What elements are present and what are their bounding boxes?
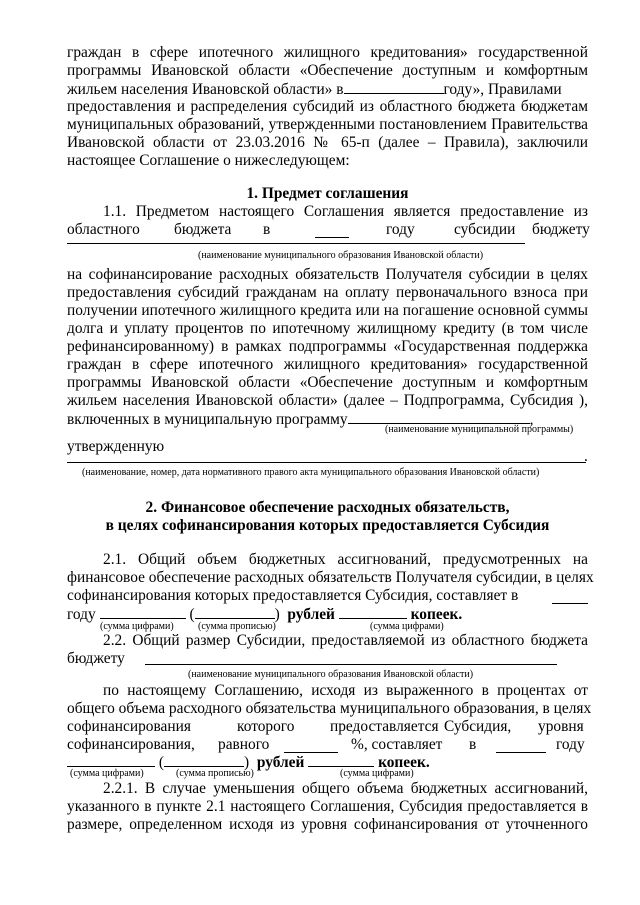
caption-sum-digits-4: (сумма цифрами): [340, 768, 414, 779]
s22-kopecks-blank: [308, 753, 374, 767]
caption-act: (наименование, номер, дата нормативного правого акта муниципального образования Ивановской области): [82, 467, 540, 478]
s22-year-blank: [496, 739, 546, 753]
act-line-period: .: [584, 448, 588, 465]
s22-sum-digits-blank: [67, 753, 155, 767]
s22-w-cofinancing: софинансирования: [67, 718, 191, 735]
caption-sum-words-1: (сумма прописью): [198, 621, 276, 632]
s22-w-level: уровня: [538, 718, 584, 735]
s22-w-equal: равного: [218, 736, 270, 753]
caption-sum-digits-2: (сумма цифрами): [370, 621, 444, 632]
s21-rubles: рублей: [287, 606, 335, 623]
caption-municipality-1: (наименование муниципального образования Ивановской области): [198, 250, 484, 261]
s1-word-in: в: [263, 221, 271, 238]
s22-rubles: рублей: [256, 754, 305, 771]
s221-line-3: размере, определенном исходя из уровня софинансирования от уточненного: [67, 816, 588, 833]
s1-para-3: получении ипотечного жилищного кредита или на погашение основной суммы: [67, 302, 588, 319]
s21-line-1: 2.1. Общий объем бюджетных ассигнований, предусмотренных на: [103, 551, 588, 568]
s21-line-3: [67, 587, 588, 605]
section-1-heading: 1. Предмет соглашения: [246, 185, 409, 202]
caption-sum-words-2: (сумма прописью): [176, 768, 254, 779]
s21-sum-words-blank: [195, 605, 275, 619]
s1-para-2: предоставления субсидий гражданам на оплату первоначального взноса при: [67, 284, 588, 301]
s22-w-percent: %, составляет: [351, 736, 443, 753]
section-2-heading-2: в целях софинансирования которых предоставляется Субсидия: [105, 517, 550, 534]
s22-w-provided: предоставляется: [330, 718, 439, 735]
s22-line-4: общего объема расходного обязательства муниципального образования, в целях: [67, 700, 592, 717]
section-2-heading-1: 2. Финансовое обеспечение расходных обязательств,: [145, 499, 510, 516]
s1-year-blank: [315, 224, 349, 238]
intro-line-3: [67, 80, 588, 99]
s221-line-2: указанного в пункте 2.1 настоящего Соглашения, Субсидия предоставляется в: [67, 798, 588, 815]
s22-w-subsidy: Субсидия,: [444, 718, 512, 735]
s1-para-9-comma: ,: [529, 411, 534, 428]
s22-w-which: которого: [237, 718, 295, 735]
s1-word-budget2: бюджету: [532, 221, 590, 238]
intro-line-4: предоставления и распределения субсидий из областного бюджета бюджетам: [67, 98, 588, 115]
s1-para-1: на софинансирование расходных обязательств Получателя субсидии в целях: [67, 266, 588, 283]
s21-paren-open: (: [189, 606, 195, 623]
s1-para-5: рефинансированному) в рамках подпрограммы «Государственная поддержка: [67, 338, 588, 355]
s1-word-subsidy: субсидии: [454, 221, 516, 238]
s1-word-year: году: [386, 221, 415, 238]
s21-line-2: финансовое обеспечение расходных обязательств Получателя субсидии, в целях: [67, 569, 594, 586]
s21-sum-digits-blank: [100, 605, 186, 619]
s21-word-year: году: [67, 606, 96, 623]
s22-w-cofinancing2: софинансирования,: [67, 736, 195, 753]
intro-line-1: граждан в сфере ипотечного жилищного кредитования» государственной: [67, 44, 588, 61]
s22-sum-words-blank: [164, 753, 244, 767]
s22-w-in: в: [469, 736, 477, 753]
s22-w-year: году: [556, 736, 585, 753]
s1-para-6: граждан в сфере ипотечного жилищного кредитования» государственной: [67, 356, 588, 373]
caption-program: (наименование муниципальной программы): [385, 424, 574, 435]
s22-paren-open: (: [158, 754, 164, 771]
intro-line-3-text: жильем населения Ивановской области» в: [67, 81, 344, 98]
intro-line-5: муниципальных образований, утвержденными постановлением Правительства: [67, 116, 588, 133]
intro-line-2: программы Ивановской области «Обеспечение доступным и комфортным: [67, 62, 588, 79]
s1-para-4: долга и уплату процентов по ипотечному жилищному кредиту (в том числе: [67, 320, 588, 337]
s22-line-7: [67, 753, 588, 772]
s22-line-2: бюджету: [67, 650, 125, 667]
municipality-line-1: [67, 243, 525, 244]
s21-kopecks-blank: [339, 605, 407, 619]
program-blank: [348, 410, 530, 424]
s21-year-blank: [552, 590, 588, 604]
act-line: [67, 462, 586, 463]
caption-municipality-2: (наименование муниципального образования Ивановской области): [188, 669, 474, 680]
s22-line-1: 2.2. Общий размер Субсидии, предоставляемой из областного бюджета: [103, 632, 588, 649]
s21-paren-close: ): [274, 606, 280, 623]
s221-line-1: 2.2.1. В случае уменьшения общего объема бюджетных ассигнований,: [103, 780, 588, 797]
s1-para-9-text: включенных в муниципальную программу: [67, 411, 348, 428]
caption-sum-digits-1: (сумма цифрами): [100, 621, 174, 632]
municipality-line-2: [145, 664, 557, 665]
s1-word-regional: областного: [67, 221, 140, 238]
s1-word-budget: бюджета: [174, 221, 232, 238]
year-blank: [344, 80, 444, 94]
percent-blank: [284, 739, 338, 753]
s22-kopecks: копеек.: [378, 754, 430, 771]
s21-kopecks: копеек.: [410, 606, 463, 623]
s22-paren-close: ): [244, 754, 250, 771]
s1-para-7: программы Ивановской области «Обеспечение доступным и комфортным: [67, 374, 588, 391]
s1-para-8: жильем населения Ивановской области» (далее – Подпрограмма, Субсидия ),: [67, 392, 588, 409]
s1-para-10: утвержденную: [67, 438, 165, 455]
s21-line-3-text: софинансирования которых предоставляется Субсидия, составляет в: [67, 587, 519, 604]
intro-line-6: Ивановской области от 23.03.2016 № 65-п (далее – Правила), заключили: [67, 134, 588, 151]
s22-line-3: по настоящему Соглашению, исходя из выраженного в процентах от: [103, 682, 588, 699]
intro-line-7: настоящее Соглашение о нижеследующем:: [67, 152, 350, 169]
s1-line-1: 1.1. Предметом настоящего Соглашения является предоставление из: [103, 203, 588, 220]
caption-sum-digits-3: (сумма цифрами): [70, 768, 144, 779]
intro-line-3-end: году», Правилами: [443, 81, 562, 98]
